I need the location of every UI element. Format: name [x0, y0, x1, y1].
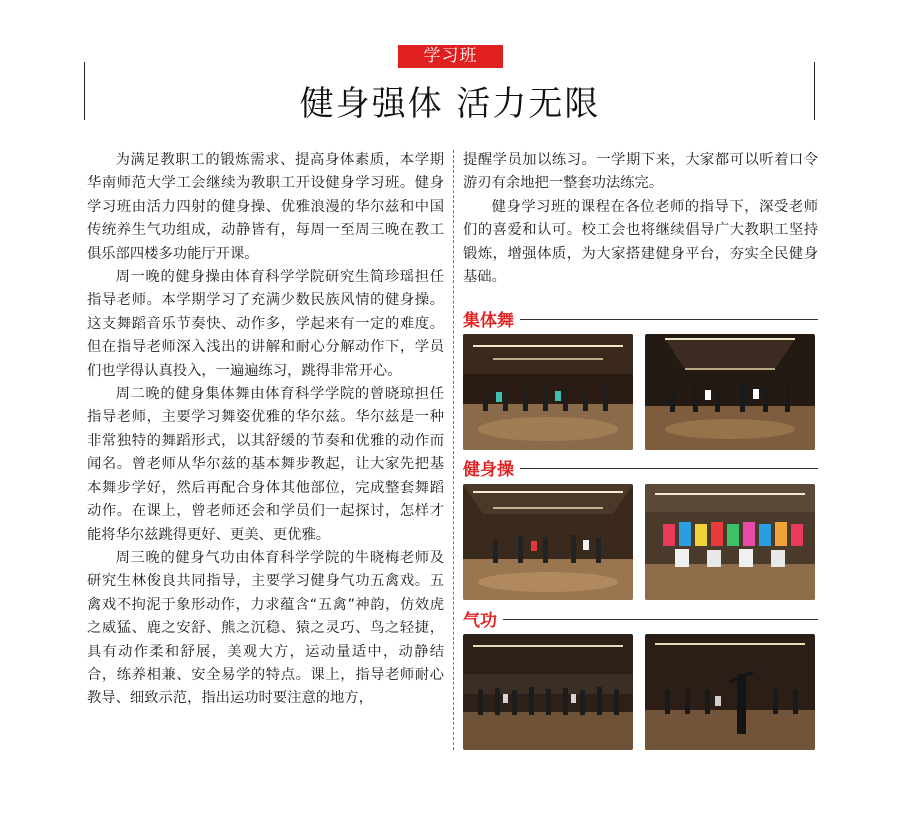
section-badge: 学习班 — [398, 45, 503, 68]
section-label: 集体舞 — [463, 310, 514, 331]
article-paragraph-continued: 提醒学员加以练习。一学期下来，大家都可以听着口令游刃有余地把一整套功法练完。 — [463, 152, 818, 192]
section-heading-aerobics — [463, 456, 818, 478]
section-heading-qigong — [463, 607, 818, 629]
section-rule — [503, 619, 818, 620]
photo-aerobics-2 — [645, 484, 815, 600]
article-right-column — [463, 149, 818, 289]
article-left-column — [87, 149, 444, 711]
title-rule-left — [84, 62, 85, 120]
section-heading-group-dance — [463, 307, 818, 329]
photo-qigong-1 — [463, 634, 633, 750]
article-paragraph: 周二晚的健身集体舞由体育科学学院的曾晓琼担任指导老师，主要学习舞姿优雅的华尔兹。华尔兹是一种非常独特的舞蹈形式，以其舒缓的节奏和优雅的动作而闻名。曾老师从华尔兹的基本舞步教起，让大家先把基本舞步学好，然后再配合身体其他部位，完成整套舞蹈动作。在课上，曾老师还会和学员们一起探讨，怎样才能将华尔兹跳得更好、更美、更优雅。 — [87, 386, 444, 543]
photo-qigong-2 — [645, 634, 815, 750]
photo-aerobics-1 — [463, 484, 633, 600]
title-rule-right — [814, 62, 815, 120]
article-paragraph: 周一晚的健身操由体育科学学院研究生简珍瑶担任指导老师。本学期学习了充满少数民族风情的健身操。这支舞蹈音乐节奏快、动作多，学起来有一定的难度。但在指导老师深入浅出的讲解和耐心分解动作下，学员们也学得认真投入，一遍遍练习，跳得非常开心。 — [87, 269, 444, 379]
article-paragraph: 健身学习班的课程在各位老师的指导下，深受老师们的喜爱和认可。校工会也将继续倡导广大教职工坚持锻炼，增强体质，为大家搭建健身平台，夯实全民健身基础。 — [463, 198, 818, 286]
page-title: 健身强体 活力无限 — [299, 84, 601, 124]
section-label: 健身操 — [463, 459, 514, 480]
section-rule — [520, 468, 818, 469]
article-paragraph: 周三晚的健身气功由体育科学学院的牛晓梅老师及研究生林俊良共同指导，主要学习健身气功五禽戏。五禽戏不拘泥于象形动作，力求蕴含“五禽”神韵，仿效虎之威猛、鹿之安舒、熊之沉稳、猿之灵巧、鸟之轻捷，具有动作柔和舒展，美观大方，运动量适中，动静结合，练养相兼、安全易学的特点。课上，指导老师耐心教导、细致示范，指出运功时要注意的地方， — [87, 549, 444, 707]
column-divider — [453, 150, 454, 750]
section-label: 气功 — [463, 610, 497, 631]
photo-group-dance-2 — [645, 334, 815, 450]
article-paragraph: 为满足教职工的锻炼需求、提高身体素质，本学期华南师范大学工会继续为教职工开设健身学习班。健身学习班由活力四射的健身操、优雅浪漫的华尔兹和中国传统养生气功组成，动静皆有，每周一至周三晚在教工俱乐部四楼多功能厅开课。 — [87, 152, 444, 262]
section-rule — [520, 319, 818, 320]
photo-group-dance-1 — [463, 334, 633, 450]
